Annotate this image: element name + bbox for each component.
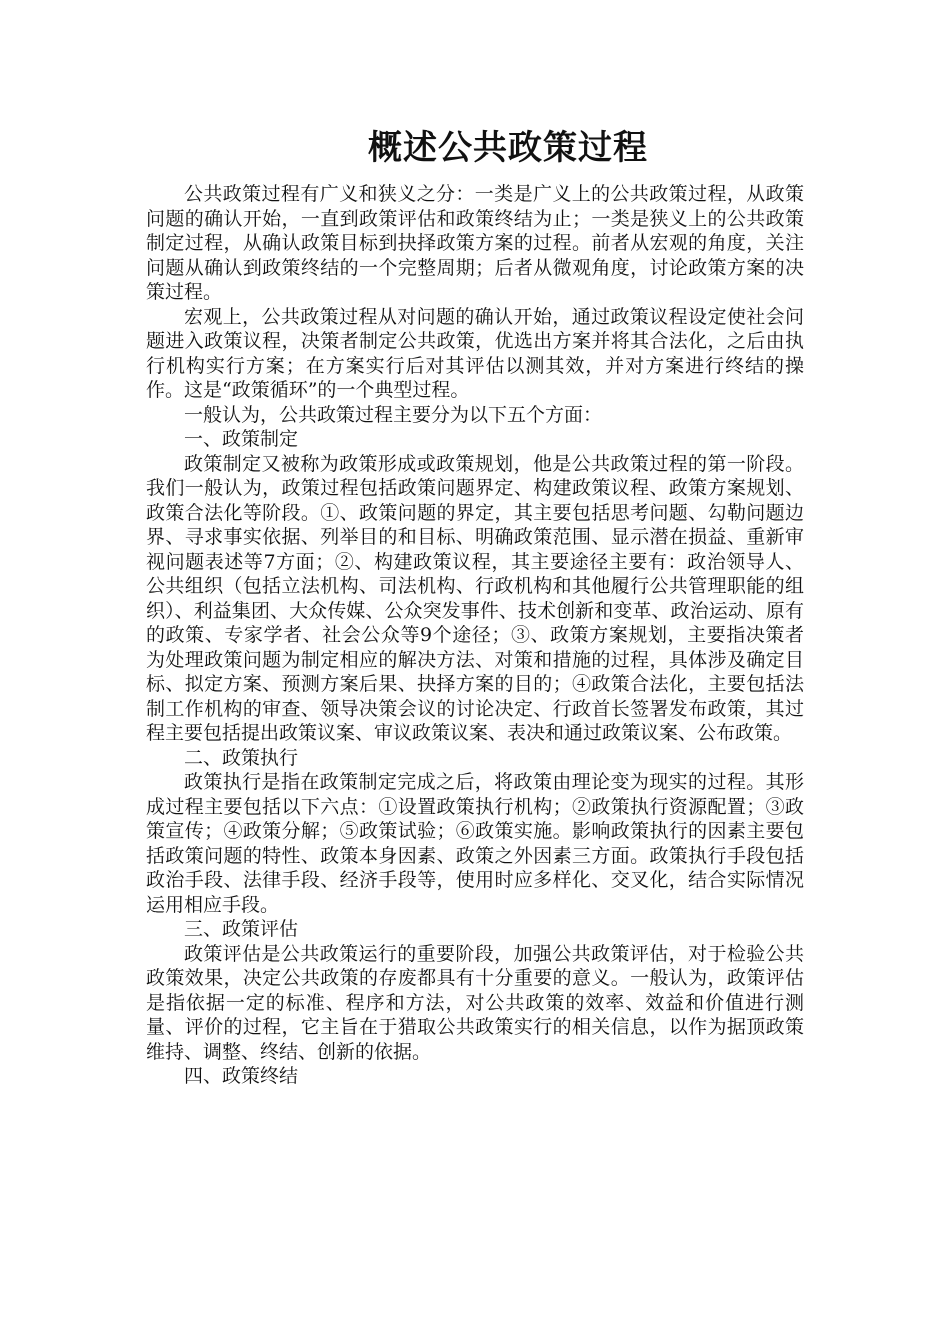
paragraph-evaluation: 政策评估是公共政策运行的重要阶段，加强公共政策评估，对于检验公共政策效果，决定公共政策的存废都具有十分重要的意义。一般认为，政策评估是指依据一定的标准、程序和方法，对公共政策的效率、效益和价值进行测量、评价的过程，它主旨在于猎取公共政策实行的相关信息，以作为据顶政策维持、调整、终结、创新的依据。 xyxy=(146,942,804,1063)
section-heading-evaluation: 三、政策评估 xyxy=(184,918,299,940)
paragraph-formulation: 政策制定又被称为政策形成或政策规划，他是公共政策过程的第一阶段。我们一般认为，政策过程包括政策问题界定、构建政策议程、政策方案规划、政策合法化等阶段。①、政策问题的界定，其主要包括思考问题、勾勒问题边界、寻求事实依据、列举目的和目标、明确政策范围、显示潜在损益、重新审视问题表述等7方面；②、构建政策议程，其主要途径主要有：政治领导人、公共组织（包括立法机构、司法机构、行政机构和其他履行公共管理职能的组织）、利益集团、大众传媒、公众突发事件、技术创新和变革、政治运动、原有的政策、专家学者、社会公众等9个途径；③、政策方案规划，主要指决策者为处理政策问题为制定相应的解决方法、对策和措施的过程，具体涉及确定目标、拟定方案、预测方案后果、抉择方案的目的；④政策合法化，主要包括法制工作机构的审查、领导决策会议的讨论决定、行政首长签署发布政策，其过程主要包括提出政策议案、审议政策议案、表决和通过政策议案、公布政策。 xyxy=(146,452,804,744)
paragraph-implementation: 政策执行是指在政策制定完成之后，将政策由理论变为现实的过程。其形成过程主要包括以下六点：①设置政策执行机构；②政策执行资源配置；③政策宣传；④政策分解；⑤政策试验；⑥政策实施。影响政策执行的因素主要包括政策问题的特性、政策本身因素、政策之外因素三方面。政策执行手段包括政治手段、法律手段、经济手段等，使用时应多样化、交叉化，结合实际情况运用相应手段。 xyxy=(146,771,804,916)
paragraph-macro: 宏观上，公共政策过程从对问题的确认开始，通过政策议程设定使社会问题进入政策议程，决策者制定公共政策，优选出方案并将其合法化，之后由执行机构实行方案；在方案实行后对其评估以测其效，并对方案进行终结的操作。这是“政策循环”的一个典型过程。 xyxy=(146,305,804,401)
section-heading-formulation: 一、政策制定 xyxy=(184,428,299,450)
section-heading-implementation: 二、政策执行 xyxy=(184,746,299,769)
paragraph-intro: 公共政策过程有广义和狭义之分：一类是广义上的公共政策过程，从政策问题的确认开始，一直到政策评估和政策终结为止；一类是狭义上的公共政策制定过程，从确认政策目标到抉择政策方案的过程。前者从宏观的角度，关注问题从确认到政策终结的一个完整周期；后者从微观角度，讨论政策方案的决策过程。 xyxy=(146,183,804,303)
document-title: 概述公共政策过程 xyxy=(368,128,648,168)
section-heading-termination: 四、政策终结 xyxy=(184,1065,299,1087)
document-page xyxy=(146,120,804,1089)
paragraph-overview: 一般认为，公共政策过程主要分为以下五个方面： xyxy=(184,403,603,426)
